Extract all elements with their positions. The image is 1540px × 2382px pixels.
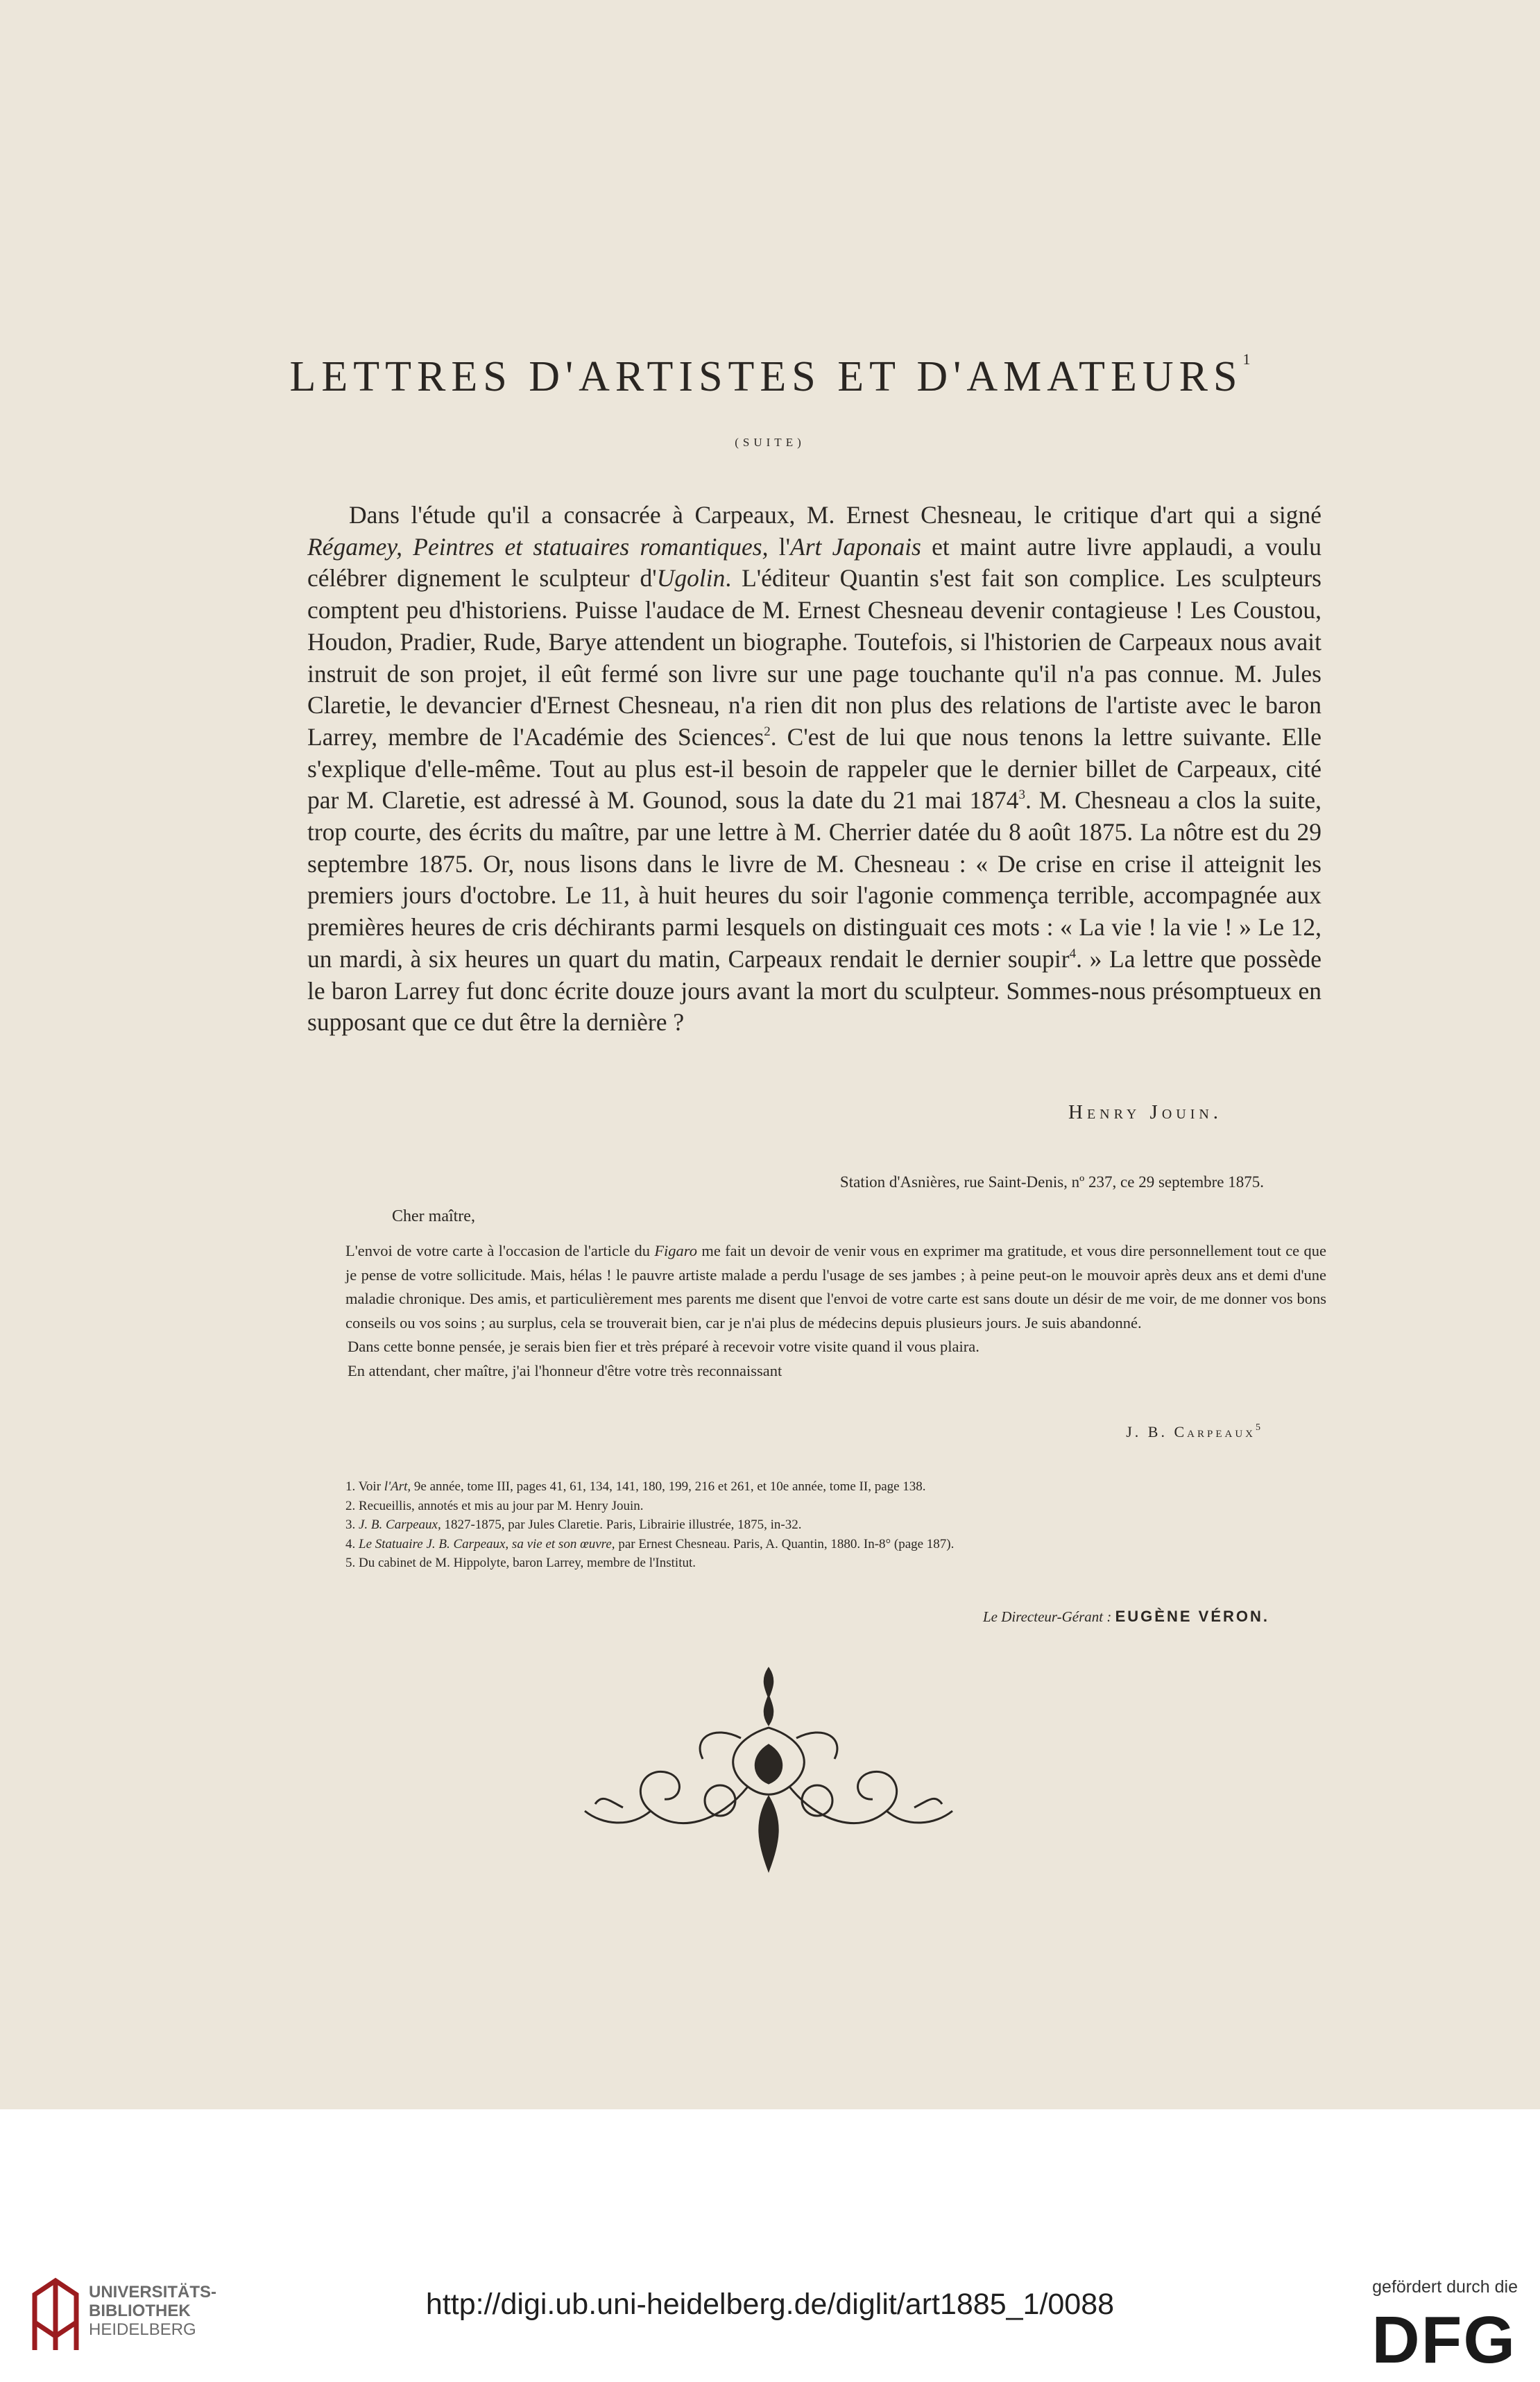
letter-salutation: Cher maître, <box>392 1207 475 1225</box>
footnote-5: 5. Du cabinet de M. Hippolyte, baron Larrey, membre de l'Institut. <box>345 1556 696 1570</box>
subtitle: (SUITE) <box>735 436 805 449</box>
book-title-art-japonais: Art Japonais <box>790 532 921 561</box>
source-url-link[interactable]: http://digi.ub.uni-heidelberg.de/diglit/art1885_1/0088 <box>425 2288 1115 2321</box>
letter-paragraph: En attendant, cher maître, j'ai l'honneur d'être votre très reconnaissant <box>348 1361 782 1379</box>
footnote-marker: 4 <box>1069 946 1077 961</box>
footnote-2: 2. Recueillis, annotés et mis au jour par M. Henry Jouin. <box>345 1498 644 1513</box>
footnotes <box>345 1477 1331 1573</box>
funding-note: gefördert durch die <box>1372 2277 1518 2297</box>
footnote-1: 1. Voir l'Art, 9e année, tome III, pages 41, 61, 134, 141, 180, 199, 216 et 261, et 10e année, tome II, page 138. <box>345 1479 926 1494</box>
letter-body <box>345 1239 1326 1383</box>
newspaper-title: Figaro <box>654 1242 697 1259</box>
intro-paragraph: Dans l'étude qu'il a consacrée à Carpeaux, M. Ernest Chesneau, le critique d'art qui a signé Régamey, Peintres et statuaires romantiques, l'Art Japonais et maint autre livre applaudi, a voulu célébrer dignement le sculpteur d'Ugolin. L'éditeur Quantin s'est fait son complice. Les sculpteurs comptent peu d'historiens. Puisse l'audace de M. Ernest Chesneau devenir contagieuse ! Les Coustou, Houdon, Pradier, Rude, Barye attendent un biographe. Toutefois, si l'historien de Carpeaux nous avait instruit de son projet, il eût fermé son livre sur une page touchante qu'il n'a pas connue. M. Jules Claretie, le devancier d'Ernest Chesneau, n'a rien dit non plus des relations de l'artiste avec le baron Larrey, membre de l'Académie des Sciences$^2$. C'est de lui que nous tenons la lettre suivante. Elle s'explique d'elle-même. Tout au plus est-il besoin de rappeler que le dernier billet de Carpeaux, cité par M. Claretie, est adressé à M. Gounod, sous la date du 21 mai 1874$^3$. M. Chesneau a clos la suite, trop courte, des écrits du maître, par une lettre à M. Cherrier datée du 8 août 1875. La nôtre est du 29 septembre 1875. Or, nous lisons dans le livre de M. Chesneau : « De crise en crise il atteignit les premiers jours d'octobre. Le 11, à huit heures du soir l'agonie commença terrible, accompagnée aux premières heures de cris déchirants parmi lesquels on distinguait ces mots : « La vie ! la vie ! » Le 12, un mardi, à six heures un quart du matin, Carpeaux rendait le dernier soupir$^4$. » La lettre que possède le baron Larrey fut donc écrite douze jours avant la mort du sculpteur. Sommes-nous présomptueux en supposant que ce dut être la dernière ? <box>307 501 1322 1037</box>
footnote-marker: 3 <box>1018 788 1026 803</box>
footnote-3: 3. J. B. Carpeaux, 1827-1875, par Jules Claretie. Paris, Librairie illustrée, 1875, in-32. <box>345 1517 802 1532</box>
ornament-vignette-icon <box>581 1662 956 1877</box>
book-title-regamey: Régamey, Peintres et statuaires romantiques, <box>307 532 769 561</box>
footnote-marker: 5 <box>1256 1422 1260 1433</box>
page-title <box>0 350 1540 402</box>
letter-signature: J. B. Carpeaux$^5$ <box>1126 1422 1260 1440</box>
director-credit: Le Directeur-Gérant : EUGÈNE VÉRON. <box>982 1608 1269 1625</box>
title-footnote-marker: 1 <box>1242 350 1251 368</box>
dfg-logo: DFG <box>1371 2303 1516 2377</box>
work-title-ugolin: Ugolin <box>656 564 726 593</box>
intro-text <box>307 500 1321 1039</box>
title-text: LETTRES D'ARTISTES ET D'AMATEURS <box>289 353 1243 400</box>
letter-dateline: Station d'Asnières, rue Saint-Denis, nº 237, ce 29 septembre 1875. <box>839 1173 1264 1191</box>
letter-paragraph: Dans cette bonne pensée, je serais bien fier et très préparé à recevoir votre visite quand il vous plaira. <box>348 1338 979 1355</box>
author-signature: Henry Jouin. <box>1068 1101 1223 1123</box>
letter-paragraph: L'envoi de votre carte à l'occasion de l'article du Figaro me fait un devoir de venir vous en exprimer ma gratitude, et vous dire personnellement tout ce que je pense de votre sollicitude. Mais, hélas ! le pauvre artiste malade a perdu l'usage de ses jambes ; à peine peut-on le mouvoir après deux ans et demi d'une maladie chronique. Des amis, et particulièrement mes parents me disent que l'envoi de votre carte est sans doute un désir de me voir, de me donner vos bons conseils ou vos soins ; au surplus, cela se trouverait bien, car je n'ai plus de médecins depuis plusieurs jours. Je suis abandonné. <box>345 1242 1327 1332</box>
footnote-marker: 2 <box>764 724 771 739</box>
library-name: UNIVERSITÄTS- BIBLIOTHEK HEIDELBERG <box>89 2283 217 2339</box>
footnote-4: 4. Le Statuaire J. B. Carpeaux, sa vie et son œuvre, par Ernest Chesneau. Paris, A. Quantin, 1880. In-8° (page 187). <box>345 1536 955 1551</box>
